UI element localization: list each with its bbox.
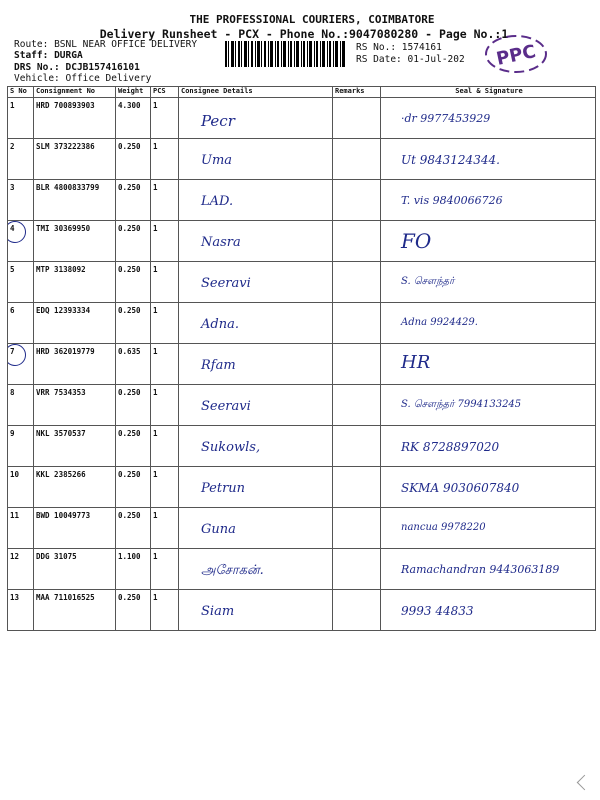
- cell-weight: 0.250: [116, 426, 151, 467]
- cell-weight: 0.250: [116, 467, 151, 508]
- table-header-row: [8, 87, 596, 98]
- table-row: [8, 344, 596, 385]
- vehicle-line: [14, 73, 151, 84]
- col-weight: Weight: [116, 87, 151, 98]
- consignee-handwriting: Nasra: [201, 235, 241, 250]
- cell-seal-signature: [381, 508, 596, 549]
- cell-consignment: TMI 30369950: [34, 221, 116, 262]
- signature-handwriting: 9993 44833: [401, 604, 474, 618]
- consignee-handwriting: Siam: [201, 604, 235, 619]
- vehicle-label: Vehicle:: [14, 73, 60, 84]
- staff-value: DURGA: [54, 50, 83, 61]
- table-row: [8, 508, 596, 549]
- cell-weight: 0.250: [116, 221, 151, 262]
- cell-weight: 0.250: [116, 262, 151, 303]
- cell-weight: 4.300: [116, 98, 151, 139]
- cell-consignment: DDG 31075: [34, 549, 116, 590]
- cell-pcs: 1: [151, 262, 179, 303]
- cell-sno: 2: [8, 139, 34, 180]
- rs-no-value: 1574161: [401, 42, 442, 53]
- cell-consignment: VRR 7534353: [34, 385, 116, 426]
- signature-handwriting: HR: [401, 352, 431, 373]
- cell-consignment: KKL 2385266: [34, 467, 116, 508]
- cell-remarks: [333, 139, 381, 180]
- table-row: [8, 180, 596, 221]
- staff-label: Staff:: [14, 50, 49, 61]
- cell-sno: 12: [8, 549, 34, 590]
- cell-sno: 8: [8, 385, 34, 426]
- cell-pcs: 1: [151, 467, 179, 508]
- cell-remarks: [333, 467, 381, 508]
- cell-remarks: [333, 98, 381, 139]
- cell-pcs: 1: [151, 221, 179, 262]
- signature-handwriting: T. vis 9840066726: [401, 194, 503, 207]
- signature-handwriting: Adna 9924429.: [401, 317, 478, 328]
- cell-pcs: 1: [151, 549, 179, 590]
- cell-seal-signature: [381, 549, 596, 590]
- cell-consignee: [179, 385, 333, 426]
- cell-consignee: [179, 303, 333, 344]
- col-consignee: Consignee Details: [179, 87, 333, 98]
- cell-consignee: [179, 344, 333, 385]
- cell-weight: 0.250: [116, 180, 151, 221]
- consignee-handwriting: Seeravi: [201, 276, 251, 291]
- cell-consignee: [179, 508, 333, 549]
- table-row: [8, 426, 596, 467]
- cell-pcs: 1: [151, 98, 179, 139]
- consignee-handwriting: Pecr: [201, 112, 235, 130]
- cell-sno: 9: [8, 426, 34, 467]
- col-sno: S No: [8, 87, 34, 98]
- cell-pcs: 1: [151, 180, 179, 221]
- consignee-handwriting: Uma: [201, 153, 233, 168]
- table-row: [8, 221, 596, 262]
- rs-no-line: [356, 42, 442, 53]
- table-row: [8, 467, 596, 508]
- drs-label: DRS No.:: [14, 62, 60, 73]
- cell-sno: 13: [8, 590, 34, 631]
- signature-handwriting: ·dr 9977453929: [401, 112, 491, 125]
- route-line: [14, 39, 197, 50]
- cell-consignment: BLR 4800833799: [34, 180, 116, 221]
- table-row: [8, 262, 596, 303]
- cell-consignment: SLM 373222386: [34, 139, 116, 180]
- vehicle-value: Office Delivery: [65, 73, 152, 84]
- cell-pcs: 1: [151, 385, 179, 426]
- cell-pcs: 1: [151, 344, 179, 385]
- col-remarks: Remarks: [333, 87, 381, 98]
- corner-mark: [577, 775, 593, 791]
- cell-remarks: [333, 426, 381, 467]
- cell-consignee: [179, 467, 333, 508]
- cell-pcs: 1: [151, 508, 179, 549]
- stamp-text: PPC: [494, 41, 538, 70]
- cell-seal-signature: [381, 221, 596, 262]
- cell-sno: 6: [8, 303, 34, 344]
- col-seal: Seal & Signature: [381, 87, 596, 98]
- consignee-handwriting: Rfam: [201, 358, 236, 373]
- cell-sno: 4: [8, 221, 34, 262]
- consignee-handwriting: Petrun: [201, 481, 246, 496]
- cell-seal-signature: [381, 344, 596, 385]
- cell-remarks: [333, 303, 381, 344]
- cell-consignee: [179, 549, 333, 590]
- cell-consignee: [179, 262, 333, 303]
- courier-stamp: [478, 28, 548, 78]
- cell-remarks: [333, 385, 381, 426]
- consignee-handwriting: Guna: [201, 522, 236, 537]
- signature-handwriting: Ramachandran 9443063189: [401, 563, 560, 576]
- cell-remarks: [333, 180, 381, 221]
- cell-seal-signature: [381, 590, 596, 631]
- table-row: [8, 139, 596, 180]
- drs-value: DCJB157416101: [65, 62, 140, 73]
- table-row: [8, 303, 596, 344]
- cell-seal-signature: [381, 385, 596, 426]
- cell-weight: 0.250: [116, 385, 151, 426]
- cell-consignee: [179, 221, 333, 262]
- staff-line: [14, 50, 83, 61]
- ink-circle: [8, 344, 27, 366]
- signature-handwriting: S. சௌந்தர்: [401, 276, 455, 287]
- cell-consignment: HRD 700893903: [34, 98, 116, 139]
- consignee-handwriting: Adna.: [201, 317, 239, 332]
- cell-pcs: 1: [151, 303, 179, 344]
- cell-seal-signature: [381, 98, 596, 139]
- consignee-handwriting: Sukowls,: [201, 440, 261, 455]
- signature-handwriting: Ut 9843124344.: [401, 153, 500, 167]
- rs-date-value: 01-Jul-202: [407, 54, 465, 65]
- cell-remarks: [333, 590, 381, 631]
- cell-remarks: [333, 344, 381, 385]
- cell-weight: 0.635: [116, 344, 151, 385]
- table-row: [8, 98, 596, 139]
- cell-seal-signature: [381, 262, 596, 303]
- cell-consignee: [179, 590, 333, 631]
- cell-consignment: HRD 362019779: [34, 344, 116, 385]
- cell-weight: 0.250: [116, 303, 151, 344]
- signature-handwriting: RK 8728897020: [401, 440, 500, 454]
- table-row: [8, 385, 596, 426]
- cell-consignee: [179, 98, 333, 139]
- cell-weight: 0.250: [116, 139, 151, 180]
- consignee-handwriting: LAD.: [201, 194, 234, 209]
- ink-circle: [8, 221, 27, 243]
- cell-sno: 7: [8, 344, 34, 385]
- cell-sno: 1: [8, 98, 34, 139]
- cell-sno: 10: [8, 467, 34, 508]
- cell-sno: 3: [8, 180, 34, 221]
- cell-consignment: MAA 711016525: [34, 590, 116, 631]
- consignee-handwriting: அசோகன்.: [201, 563, 264, 578]
- cell-weight: 0.250: [116, 508, 151, 549]
- route-label: Route:: [14, 39, 49, 50]
- cell-pcs: 1: [151, 426, 179, 467]
- consignee-handwriting: Seeravi: [201, 399, 251, 414]
- route-value: BSNL NEAR OFFICE DELIVERY: [54, 39, 198, 50]
- cell-remarks: [333, 508, 381, 549]
- drs-line: [14, 62, 140, 73]
- cell-remarks: [333, 221, 381, 262]
- table-row: [8, 590, 596, 631]
- runsheet-title: Delivery Runsheet - PCX - Phone No.:9047080280 - Page No.:1: [99, 27, 509, 41]
- cell-sno: 5: [8, 262, 34, 303]
- cell-pcs: 1: [151, 139, 179, 180]
- col-pcs: PCS: [151, 87, 179, 98]
- cell-pcs: 1: [151, 590, 179, 631]
- cell-weight: 1.100: [116, 549, 151, 590]
- cell-remarks: [333, 549, 381, 590]
- signature-handwriting: FO: [401, 229, 432, 253]
- company-title: THE PROFESSIONAL COURIERS, COIMBATORE: [189, 13, 435, 26]
- cell-seal-signature: [381, 467, 596, 508]
- cell-consignee: [179, 180, 333, 221]
- signature-handwriting: nancua 9978220: [401, 522, 486, 533]
- col-consignment: Consignment No: [34, 87, 116, 98]
- runsheet-table: [7, 86, 596, 631]
- rs-no-label: RS No.:: [356, 42, 397, 53]
- cell-seal-signature: [381, 139, 596, 180]
- cell-remarks: [333, 262, 381, 303]
- cell-sno: 11: [8, 508, 34, 549]
- cell-consignment: NKL 3570537: [34, 426, 116, 467]
- cell-consignee: [179, 139, 333, 180]
- cell-seal-signature: [381, 180, 596, 221]
- cell-consignment: MTP 3138092: [34, 262, 116, 303]
- rs-date-label: RS Date:: [356, 54, 402, 65]
- table-row: [8, 549, 596, 590]
- signature-handwriting: S. சௌந்தர் 7994133245: [401, 399, 522, 410]
- cell-consignment: BWD 10049773: [34, 508, 116, 549]
- cell-consignment: EDQ 12393334: [34, 303, 116, 344]
- rs-date-line: [356, 54, 465, 65]
- cell-consignee: [179, 426, 333, 467]
- cell-seal-signature: [381, 426, 596, 467]
- signature-handwriting: SKMA 9030607840: [401, 481, 520, 495]
- barcode: [225, 41, 345, 67]
- cell-seal-signature: [381, 303, 596, 344]
- cell-weight: 0.250: [116, 590, 151, 631]
